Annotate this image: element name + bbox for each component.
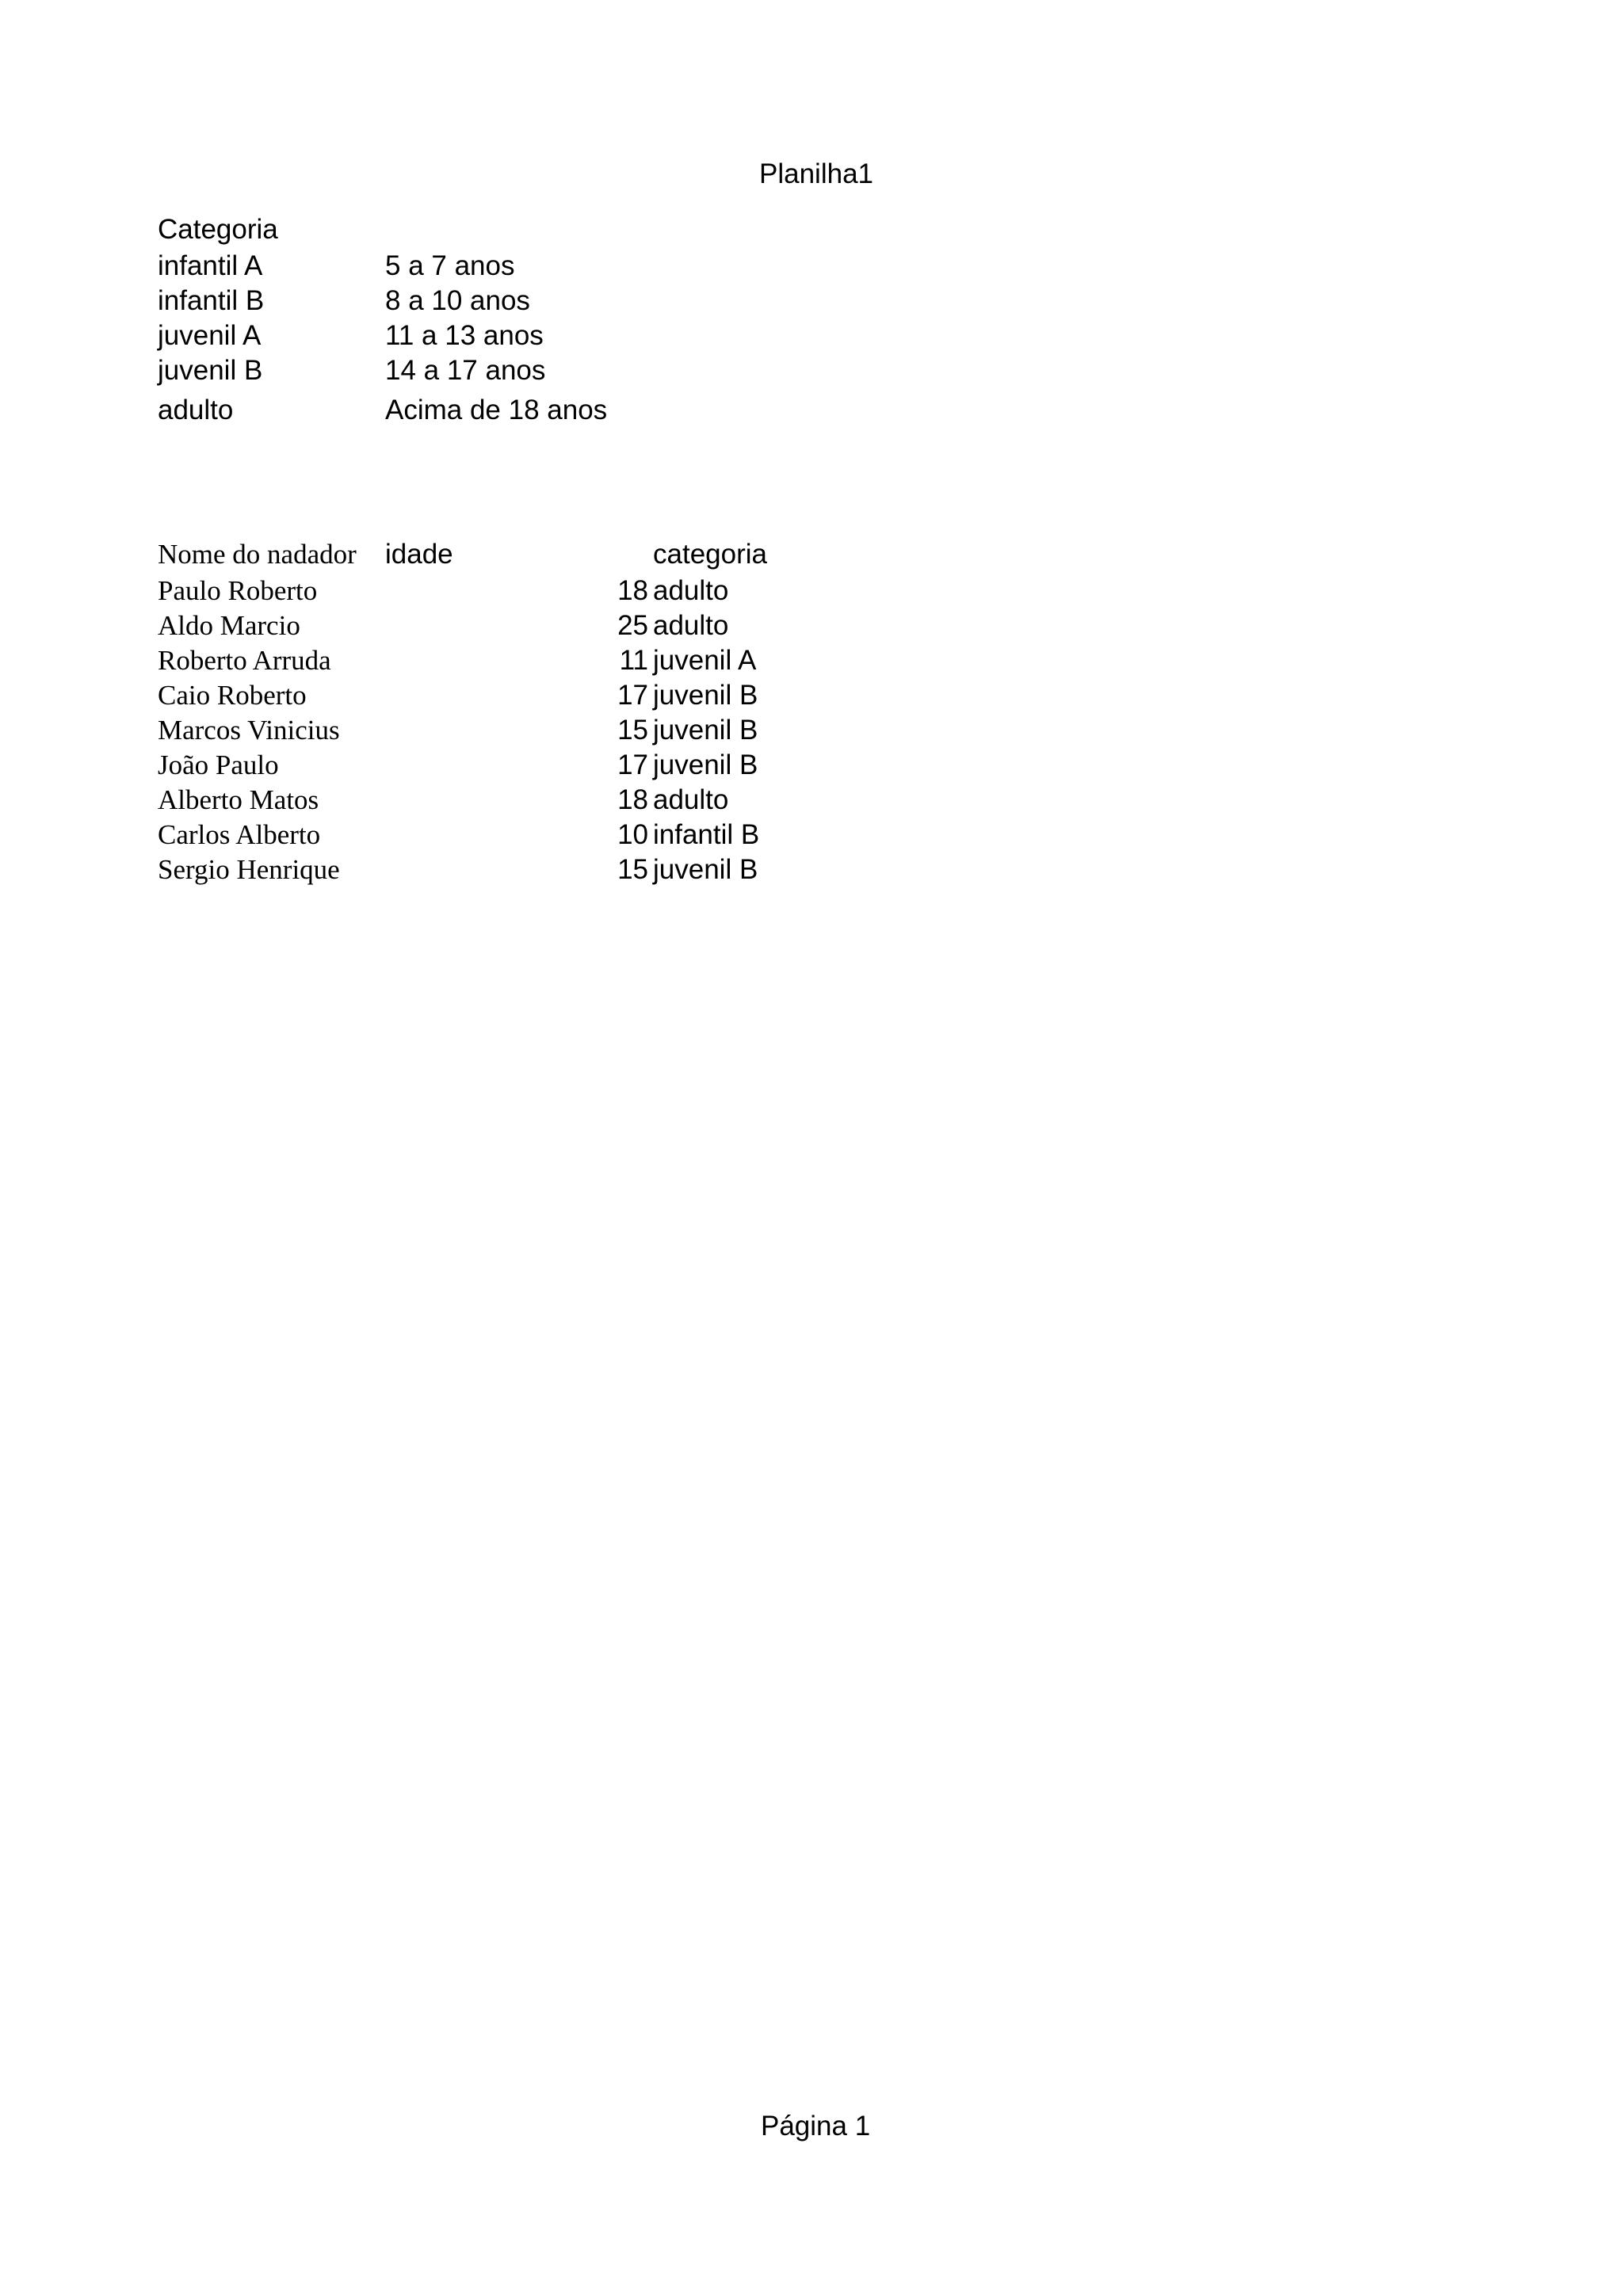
- swimmer-name: João Paulo: [158, 749, 279, 780]
- swimmer-name: Carlos Alberto: [158, 819, 321, 850]
- category-row: [0, 395, 1623, 429]
- swimmer-age: 10: [617, 819, 648, 850]
- category-age-range: Acima de 18 anos: [385, 395, 608, 425]
- swimmer-name: Paulo Roberto: [158, 575, 318, 606]
- sheet-title: Planilha1: [759, 158, 873, 189]
- table-row: [0, 680, 1623, 715]
- swimmer-category: adulto: [653, 575, 729, 606]
- swimmer-age: 17: [617, 749, 648, 780]
- category-row: [0, 320, 1623, 355]
- swimmer-age: 18: [617, 575, 648, 606]
- swimmer-name: Caio Roberto: [158, 680, 307, 711]
- category-row: [0, 285, 1623, 320]
- swimmer-name: Sergio Henrique: [158, 854, 340, 885]
- table-row: [0, 854, 1623, 889]
- swimmer-age: 15: [617, 854, 648, 885]
- swimmer-category: juvenil B: [653, 680, 758, 711]
- column-header-age: idade: [385, 539, 453, 570]
- column-header-name: Nome do nadador: [158, 539, 357, 570]
- category-name: adulto: [158, 395, 234, 425]
- category-name: infantil A: [158, 250, 263, 281]
- table-row: [0, 784, 1623, 819]
- swimmer-name: Marcos Vinicius: [158, 715, 340, 746]
- swimmer-category: juvenil B: [653, 749, 758, 780]
- swimmer-category: juvenil B: [653, 854, 758, 885]
- swimmer-age: 15: [617, 715, 648, 746]
- swimmer-category: adulto: [653, 610, 729, 641]
- swimmer-category: adulto: [653, 784, 729, 815]
- table-row: [0, 819, 1623, 854]
- category-name: juvenil A: [158, 320, 262, 351]
- swimmer-age: 11: [619, 645, 648, 676]
- swimmer-age: 17: [617, 680, 648, 711]
- swimmer-category: infantil B: [653, 819, 760, 850]
- table-row: [0, 610, 1623, 645]
- swimmer-name: Roberto Arruda: [158, 645, 331, 676]
- swimmer-category: juvenil A: [653, 645, 757, 676]
- category-age-range: 14 a 17 anos: [385, 355, 546, 386]
- swimmer-name: Alberto Matos: [158, 784, 319, 815]
- swimmer-age: 18: [617, 784, 648, 815]
- column-header-category: categoria: [653, 539, 767, 570]
- table-row: [0, 645, 1623, 680]
- swimmer-category: juvenil B: [653, 715, 758, 746]
- category-row: [0, 250, 1623, 285]
- page-number: Página 1: [761, 2111, 871, 2142]
- swimmer-age: 25: [617, 610, 648, 641]
- category-age-range: 11 a 13 anos: [385, 320, 544, 351]
- category-table-header: Categoria: [158, 214, 278, 245]
- category-name: infantil B: [158, 285, 265, 316]
- category-row: [0, 355, 1623, 390]
- table-row: [0, 715, 1623, 749]
- category-age-range: 8 a 10 anos: [385, 285, 530, 316]
- swimmer-name: Aldo Marcio: [158, 610, 300, 641]
- table-row: [0, 575, 1623, 610]
- table-row: [0, 749, 1623, 784]
- category-name: juvenil B: [158, 355, 263, 386]
- category-age-range: 5 a 7 anos: [385, 250, 515, 281]
